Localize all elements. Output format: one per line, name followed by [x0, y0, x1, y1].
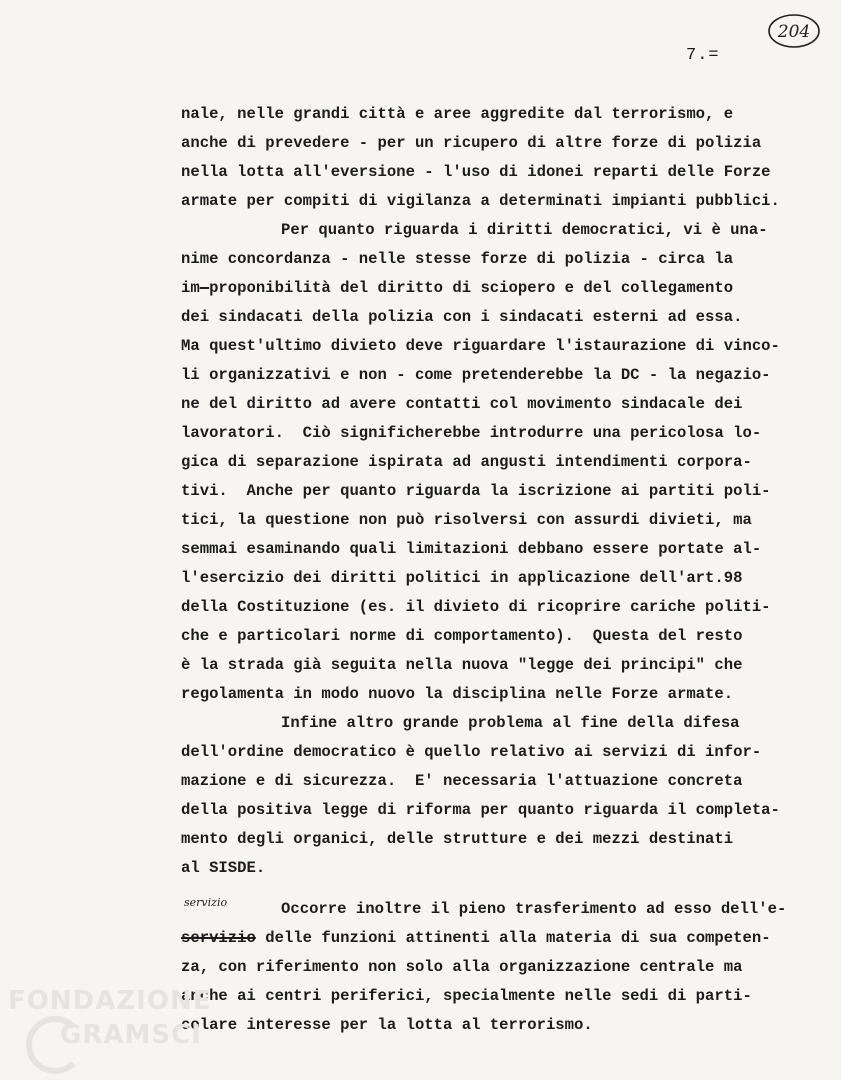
watermark-line2: GRAMSCI — [60, 1020, 202, 1050]
handwritten-circle-icon — [766, 12, 822, 50]
text-line: che e particolari norme di comportamento). Questa del resto — [181, 627, 743, 645]
text-line: della positiva legge di riforma per quanto riguarda il completa- — [181, 801, 780, 819]
text-line: regolamenta in modo nuovo la disciplina nelle Forze armate. — [181, 685, 734, 703]
text-line: anche ai centri periferici, specialmente nelle sedi di parti- — [181, 987, 752, 1005]
text-line: li organizzativi e non - come pretenderebbe la DC - la negazio- — [181, 366, 771, 384]
watermark-line1: FONDAZIONE — [8, 986, 212, 1016]
watermark — [0, 986, 230, 1076]
body-text — [181, 100, 821, 1040]
text-line: dei sindacati della polizia con i sindacati esterni ad essa. — [181, 308, 743, 326]
paragraph-gap — [181, 883, 821, 895]
text-line: semmai esaminando quali limitazioni debbano essere portate al- — [181, 540, 762, 558]
text-line: armate per compiti di vigilanza a determinati impianti pubblici. — [181, 192, 780, 210]
text-line: mento degli organici, delle strutture e dei mezzi destinati — [181, 830, 734, 848]
text-line: ne del diritto ad avere contatti col movimento sindacale dei — [181, 395, 743, 413]
text-line: tivi. Anche per quanto riguarda la iscrizione ai partiti poli- — [181, 482, 771, 500]
struck-word: servizio — [181, 929, 256, 947]
text-line: anche di prevedere - per un ricupero di altre forze di polizia — [181, 134, 762, 152]
text-line: nime concordanza - nelle stesse forze di polizia - circa la — [181, 250, 734, 268]
text-line: tici, la questione non può risolversi con assurdi divieti, ma — [181, 511, 752, 529]
archive-number-text: 204 — [777, 22, 811, 42]
text-line: Per quanto riguarda i diritti democratici, vi è una- — [281, 221, 768, 239]
text-line: za, con riferimento non solo alla organizzazione centrale ma — [181, 958, 743, 976]
text-line: Occorre inoltre il pieno trasferimento ad esso dell'e- — [281, 900, 787, 918]
text-line-corrected: servizio delle funzioni attinenti alla materia di sua competen- — [181, 929, 771, 947]
text-line: nella lotta all'eversione - l'uso di idonei reparti delle Forze — [181, 163, 771, 181]
handwritten-correction: servizio — [184, 896, 228, 909]
text-line: colare interesse per la lotta al terrorismo. — [181, 1016, 593, 1034]
text-line: mazione e di sicurezza. E' necessaria l'attuazione concreta — [181, 772, 743, 790]
text-line: dell'ordine democratico è quello relativo ai servizi di infor- — [181, 743, 762, 761]
text-line: gica di separazione ispirata ad angusti intendimenti corpora- — [181, 453, 752, 471]
text-line: nale, nelle grandi città e aree aggredite dal terrorismo, e — [181, 105, 734, 123]
page-number: 7.= — [686, 46, 720, 65]
text-line: al SISDE. — [181, 859, 266, 877]
text-line: lavoratori. Ciò significherebbe introdurre una pericolosa lo- — [181, 424, 762, 442]
text-line: della Costituzione (es. il divieto di ricoprire cariche politi- — [181, 598, 771, 616]
text-line: Infine altro grande problema al fine della difesa — [281, 714, 740, 732]
text-line: Ma quest'ultimo divieto deve riguardare l'istaurazione di vinco- — [181, 337, 780, 355]
text-line-corrected: im-proponibilità del diritto di sciopero e del collegamento — [181, 279, 734, 297]
text-line: è la strada già seguita nella nuova "legge dei principi" che — [181, 656, 743, 674]
archive-number-stamp — [766, 12, 822, 50]
text-line: l'esercizio dei diritti politici in applicazione dell'art.98 — [181, 569, 743, 587]
